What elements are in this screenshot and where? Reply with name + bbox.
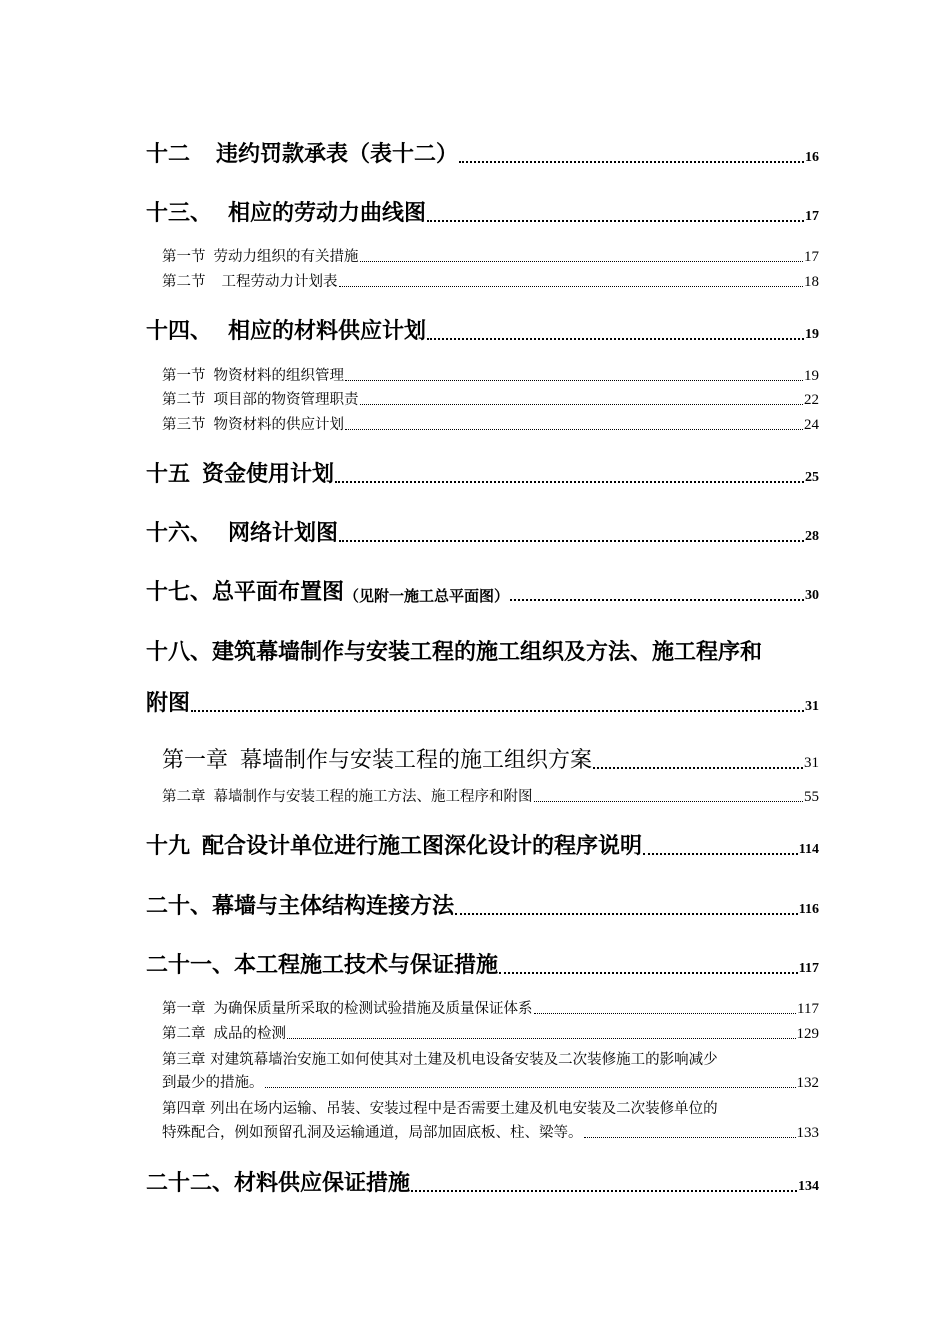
dot-leader — [459, 161, 804, 163]
toc-entry-title: 附图 — [146, 690, 191, 716]
toc-entry-18-1[interactable] — [162, 744, 819, 774]
toc-page-number: 30 — [805, 588, 819, 603]
toc-entry-number: 十九 — [146, 833, 191, 859]
dot-leader — [339, 286, 804, 287]
toc-entry-title: 到最少的措施。 — [162, 1075, 264, 1091]
toc-entry-title: 配合设计单位进行施工图深化设计的程序说明 — [202, 833, 643, 859]
toc-entry-number: 第一节 — [162, 249, 206, 265]
toc-entry-20[interactable] — [146, 888, 819, 920]
dot-leader — [360, 404, 804, 405]
toc-entry-number: 第二章 — [162, 789, 206, 805]
toc-page-number: 19 — [804, 368, 819, 384]
toc-page-number: 22 — [804, 392, 819, 408]
dot-leader — [534, 801, 804, 802]
toc-entry-14[interactable] — [146, 313, 819, 345]
toc-entry-number: 第一章 — [162, 1001, 206, 1017]
toc-entry-title: 工程劳动力计划表 — [221, 274, 338, 290]
toc-entry-number: 十二 — [146, 141, 191, 167]
toc-page-number: 18 — [804, 274, 819, 290]
toc-page-number: 31 — [805, 699, 819, 714]
toc-entry-number: 第三节 — [162, 417, 206, 433]
dot-leader — [345, 380, 803, 381]
dot-leader — [265, 1087, 796, 1088]
toc-entry-number: 十四、 — [146, 318, 213, 344]
toc-page-number: 17 — [804, 249, 819, 265]
toc-entry-14-1[interactable] — [162, 365, 819, 385]
toc-page-number: 31 — [804, 755, 819, 771]
toc-entry-title: 相应的材料供应计划 — [228, 318, 427, 344]
dot-leader — [643, 853, 798, 855]
toc-entry-15[interactable] — [146, 456, 819, 488]
toc-entry-12[interactable] — [146, 136, 819, 168]
toc-entry-title: 特殊配合，例如预留孔洞及运输通道，局部加固底板、柱、梁等。 — [162, 1125, 583, 1141]
toc-page-number: 116 — [798, 902, 819, 917]
toc-page-number: 132 — [796, 1075, 819, 1091]
toc-entry-title: 二十一、本工程施工技术与保证措施 — [146, 952, 499, 978]
toc-entry-14-3[interactable] — [162, 414, 819, 434]
toc-entry-title: 为确保质量所采取的检测试验措施及质量保证体系 — [213, 1001, 533, 1017]
toc-entry-number: 十三、 — [146, 200, 213, 226]
toc-entry-number: 十五 — [146, 461, 191, 487]
toc-page-number: 24 — [804, 417, 819, 433]
toc-entry-number: 第二节 — [162, 392, 206, 408]
toc-entry-19[interactable] — [146, 828, 819, 860]
toc-page-number: 117 — [797, 1001, 819, 1017]
toc-entry-title: 二十二、材料供应保证措施 — [146, 1170, 411, 1196]
toc-entry-21-2[interactable] — [162, 1023, 819, 1043]
toc-entry-title: 幕墙制作与安装工程的施工组织方案 — [240, 748, 593, 773]
toc-entry-title: 十七、总平面布置图 — [146, 579, 345, 605]
toc-entry-title: 幕墙制作与安装工程的施工方法、施工程序和附图 — [213, 789, 533, 805]
toc-entry-18-2[interactable] — [162, 786, 819, 806]
dot-leader — [499, 972, 798, 974]
toc-entry-title: 违约罚款承表（表十二） — [216, 141, 459, 167]
toc-entry-16[interactable] — [146, 515, 819, 547]
toc-page-number: 28 — [805, 529, 819, 544]
toc-entry-note: （见附一施工总平面图） — [344, 587, 510, 605]
dot-leader — [427, 220, 804, 222]
toc-entry-title: 劳动力组织的有关措施 — [213, 249, 359, 265]
dot-leader — [339, 540, 804, 542]
toc-entry-21[interactable] — [146, 947, 819, 979]
toc-entry-title: 成品的检测 — [213, 1026, 286, 1042]
toc-entry-18-line1[interactable]: 十八、建筑幕墙制作与安装工程的施工组织及方法、施工程序和 — [146, 639, 763, 665]
dot-leader — [335, 481, 804, 483]
toc-entry-22[interactable] — [146, 1165, 819, 1197]
toc-entry-21-4-line1[interactable]: 第四章 列出在场内运输、吊装、安装过程中是否需要土建及机电安装及二次装修单位的 — [162, 1101, 718, 1117]
dot-leader — [593, 767, 803, 769]
dot-leader — [584, 1137, 796, 1138]
toc-page-number: 114 — [798, 842, 819, 857]
dot-leader — [345, 429, 803, 430]
dot-leader — [510, 599, 804, 601]
toc-entry-number: 第二章 — [162, 1026, 206, 1042]
toc-entry-title: 物资材料的组织管理 — [213, 368, 344, 384]
toc-entry-21-3[interactable] — [162, 1072, 819, 1092]
toc-entry-13-2[interactable] — [162, 271, 819, 291]
toc-page-number: 17 — [805, 209, 819, 224]
toc-page-number: 25 — [805, 470, 819, 485]
toc-entry-14-2[interactable] — [162, 389, 819, 409]
dot-leader — [455, 913, 798, 915]
toc-entry-18[interactable] — [146, 685, 819, 717]
toc-entry-title: 网络计划图 — [228, 520, 339, 546]
toc-entry-13[interactable] — [146, 195, 819, 227]
toc-page-number: 19 — [805, 327, 819, 342]
dot-leader — [427, 338, 804, 340]
dot-leader — [360, 261, 804, 262]
toc-entry-title: 相应的劳动力曲线图 — [228, 200, 427, 226]
toc-entry-13-1[interactable] — [162, 246, 819, 266]
toc-page-number: 134 — [798, 1179, 819, 1194]
toc-page-number: 16 — [805, 150, 819, 165]
dot-leader — [411, 1190, 797, 1192]
toc-page-number: 55 — [804, 789, 819, 805]
toc-entry-21-3-line1[interactable]: 第三章 对建筑幕墙治安施工如何使其对土建及机电设备安装及二次装修施工的影响减少 — [162, 1052, 718, 1068]
toc-entry-number: 十六、 — [146, 520, 213, 546]
toc-entry-title: 项目部的物资管理职责 — [213, 392, 359, 408]
toc-entry-title: 资金使用计划 — [202, 461, 335, 487]
dot-leader — [534, 1013, 797, 1014]
toc-entry-21-1[interactable] — [162, 998, 819, 1018]
toc-entry-21-4[interactable] — [162, 1122, 819, 1142]
toc-entry-number: 第一章 — [162, 748, 229, 773]
toc-entry-number: 第二节 — [162, 274, 206, 290]
toc-page-number: 133 — [796, 1125, 819, 1141]
dot-leader — [191, 710, 804, 712]
toc-page-number: 129 — [796, 1026, 819, 1042]
dot-leader — [287, 1038, 796, 1039]
toc-entry-title: 物资材料的供应计划 — [213, 417, 344, 433]
toc-entry-17[interactable] — [146, 574, 819, 606]
toc-entry-number: 第一节 — [162, 368, 206, 384]
toc-page-number: 117 — [798, 961, 819, 976]
toc-entry-title: 二十、幕墙与主体结构连接方法 — [146, 893, 455, 919]
